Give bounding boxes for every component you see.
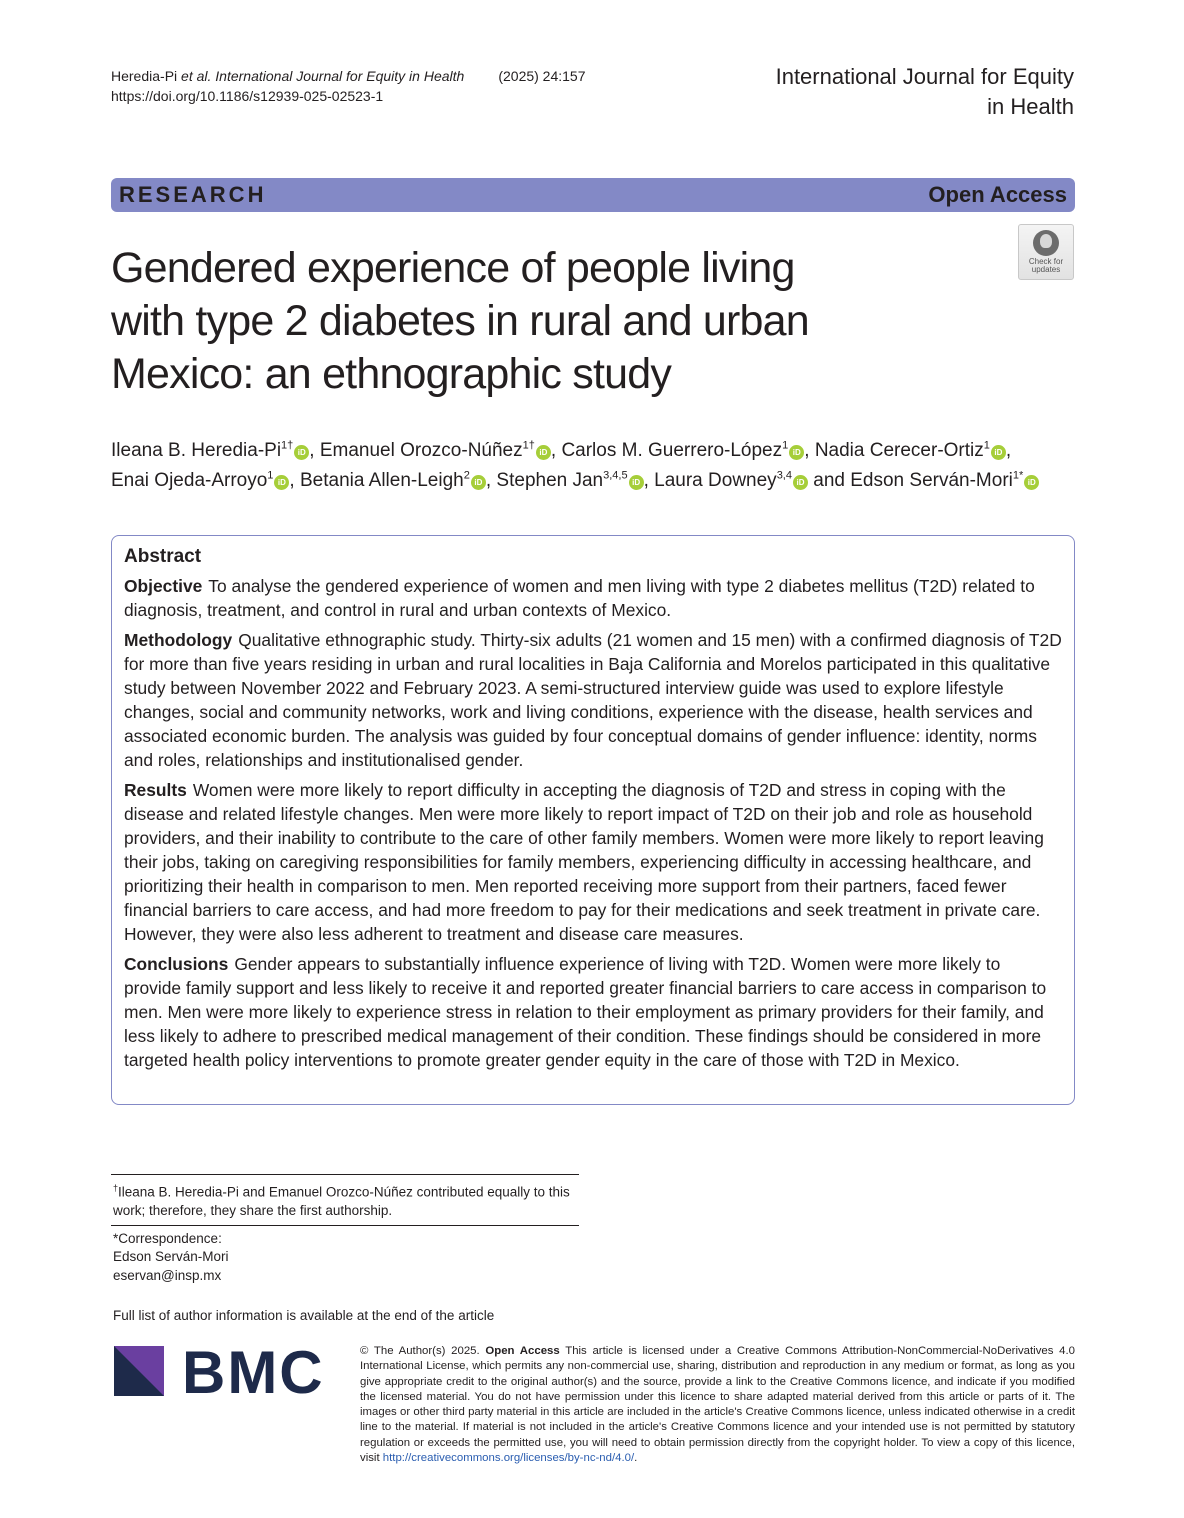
correspondence [111, 1226, 579, 1290]
footnotes [111, 1174, 579, 1326]
results-text: Women were more likely to report difficulty in accepting the diagnosis of T2D and stress in coping with the disease and related lifestyle changes. Men were more likely to report impact of T2D on their job and role as household providers, and their inability to contribute to the care of other family members. Women were more likely to report leaving their jobs, taking on caregiving responsibilities for family members, experiencing difficulty in accessing healthcare, and prioritizing their health in comparison to men. Men reported receiving more support from their partners, faced fewer financial barriers to care access, and had more freedom to pay for their medications and seek treatment in private care. However, they were also less adherent to treatment and disease care measures. [124, 780, 1044, 944]
conclusions-text: Gender appears to substantially influence experience of living with T2D. Women were more likely to provide family support and less likely to receive it and reported greater financial barriers to care access in comparison to men. Men were more likely to experience stress in relation to their employment as primary providers for their family, and less likely to adhere to prescribed medical management of their condition. These findings should be considered in more targeted health policy interventions to promote greater gender equity in the care of those with T2D in Mexico. [124, 954, 1047, 1070]
journal-name-line1: International Journal for Equity [775, 64, 1074, 89]
author-affiliation: 1† [281, 439, 294, 452]
correspondence-label: *Correspondence: [113, 1230, 222, 1246]
author-separator: , [643, 470, 655, 491]
citation-year-volume: (2025) 24:157 [498, 68, 586, 84]
author-name[interactable]: Emanuel Orozco-Núñez [319, 440, 523, 461]
equal-contribution-text: Ileana B. Heredia-Pi and Emanuel Orozco-Núñez contributed equally to this work; therefore, they share the first authorship. [113, 1184, 570, 1218]
author-name[interactable]: Stephen Jan [496, 470, 604, 491]
author-separator: , [289, 470, 300, 491]
author-affiliation: 1 [782, 439, 789, 452]
methodology-text: Qualitative ethnographic study. Thirty-six adults (21 women and 15 men) with a confirmed diagnosis of T2D for more than five years residing in urban and rural localities in Baja California and Morelos participated in this qualitative study between November 2022 and February 2023. A semi-structured interview guide was used to explore lifestyle changes, social and community networks, work and living conditions, experience with the disease, health services and associated economic burden. The analysis was guided by four conceptual domains of gender influence: identity, norms and roles, relationships and institutionalised gender. [124, 630, 1062, 770]
orcid-icon[interactable]: iD [536, 445, 551, 460]
objective-label: Objective [124, 576, 203, 596]
author-name[interactable]: Ileana B. Heredia-Pi [111, 440, 282, 461]
title-line2: with type 2 diabetes in rural and urban [111, 297, 809, 345]
license-link-end: . [634, 1452, 638, 1465]
author-separator: , [550, 440, 562, 461]
orcid-icon[interactable]: iD [789, 445, 804, 460]
abstract-conclusions [124, 952, 1062, 1072]
orcid-icon[interactable]: iD [274, 475, 289, 490]
check-updates-line1: Check for [1028, 257, 1064, 266]
open-access-label: Open Access [928, 182, 1067, 207]
author-separator: , [1005, 440, 1012, 461]
correspondence-email[interactable]: eservan@insp.mx [113, 1267, 222, 1283]
author-affiliation: 2 [463, 469, 470, 482]
author-affiliation: 3,4,5 [603, 469, 628, 482]
orcid-icon[interactable]: iD [991, 445, 1006, 460]
check-for-updates-button[interactable] [1018, 224, 1074, 280]
citation-journal: International Journal for Equity in Health [215, 68, 465, 84]
title-line3: Mexico: an ethnographic study [111, 350, 672, 398]
orcid-icon[interactable]: iD [793, 475, 808, 490]
author-name[interactable]: Carlos M. Guerrero-López [561, 440, 783, 461]
orcid-icon[interactable]: iD [629, 475, 644, 490]
author-name[interactable]: Edson Serván-Mori [850, 470, 1013, 491]
abstract-methodology [124, 628, 1062, 772]
author-name[interactable]: Nadia Cerecer-Ortiz [814, 440, 984, 461]
bmc-logo [114, 1346, 334, 1396]
results-label: Results [124, 780, 187, 800]
conclusions-label: Conclusions [124, 954, 229, 974]
article-type-label: RESEARCH [119, 182, 267, 207]
author-separator: , [485, 470, 497, 491]
abstract-heading: Abstract [124, 546, 202, 567]
check-updates-icon [1033, 230, 1059, 256]
citation-row [111, 66, 586, 86]
citation [111, 66, 464, 86]
license-link[interactable]: http://creativecommons.org/licenses/by-nc-nd/4.0/ [382, 1452, 635, 1465]
author-separator: , [309, 440, 320, 461]
check-updates-line2: updates [1031, 265, 1061, 274]
copyright-text: © The Author(s) 2025. [360, 1345, 480, 1357]
citation-etal: et al. [181, 68, 212, 84]
abstract-box [111, 535, 1075, 1105]
license-text: This article is licensed under a Creative Commons Attribution-NonCommercial-NoDerivatives 4.0 International License, which permits any non-commercial use, sharing, distribution and reproduction in any medium or format, as long as you give appropriate credit to the original author(s) and the source, provide a link to the Creative Commons licence, and indicate if you modified the licensed material. You do not have permission under this licence to share adapted material derived from this article or parts of it. The images or other third party material in this article are included in the article's Creative Commons licence, unless indicated otherwise in a credit line to the material. If material is not included in the article's Creative Commons licence and your intended use is not permitted by statutory regulation or exceeds the permitted use, you will need to obtain permission directly from the copyright holder. To view a copy of this licence, visit [360, 1345, 1075, 1465]
author-separator: , [804, 440, 815, 461]
bmc-logo-text: BMC [182, 1346, 325, 1396]
license-open-access: Open Access [485, 1345, 560, 1357]
citation-authors: Heredia-Pi [111, 68, 178, 84]
abstract-objective [124, 574, 1062, 622]
orcid-icon[interactable]: iD [294, 445, 309, 460]
objective-text: To analyse the gendered experience of women and men living with type 2 diabetes mellitus (T2D) related to diagnosis, treatment, and control in rural and urban contexts of Mexico. [124, 576, 1035, 620]
author-info-note: Full list of author information is available at the end of the article [113, 1308, 495, 1323]
author-list [111, 436, 1075, 496]
author-affiliation: 1* [1012, 469, 1024, 482]
dagger-mark: † [113, 1183, 119, 1193]
title-line1: Gendered experience of people living [111, 244, 795, 292]
author-affiliation: 3,4 [776, 469, 792, 482]
license-statement [360, 1344, 1075, 1466]
citation-header [111, 66, 586, 106]
journal-name-line2: in Health [987, 94, 1074, 119]
orcid-icon[interactable]: iD [471, 475, 486, 490]
author-affiliation: 1 [983, 439, 990, 452]
abstract-results [124, 778, 1062, 946]
author-affiliation: 1† [522, 439, 535, 452]
author-name[interactable]: Enai Ojeda-Arroyo [111, 470, 268, 491]
orcid-icon[interactable]: iD [1024, 475, 1039, 490]
article-title [111, 242, 911, 401]
author-affiliation: 1 [267, 469, 274, 482]
doi-link[interactable]: https://doi.org/10.1186/s12939-025-02523-1 [111, 88, 384, 104]
correspondence-name: Edson Serván-Mori [113, 1249, 229, 1264]
methodology-label: Methodology [124, 630, 233, 650]
journal-name [776, 62, 1074, 122]
author-separator: and [807, 470, 851, 491]
equal-contribution-note [111, 1175, 579, 1225]
author-name[interactable]: Laura Downey [654, 470, 777, 491]
section-banner [111, 178, 1075, 212]
author-name[interactable]: Betania Allen-Leigh [299, 470, 464, 491]
